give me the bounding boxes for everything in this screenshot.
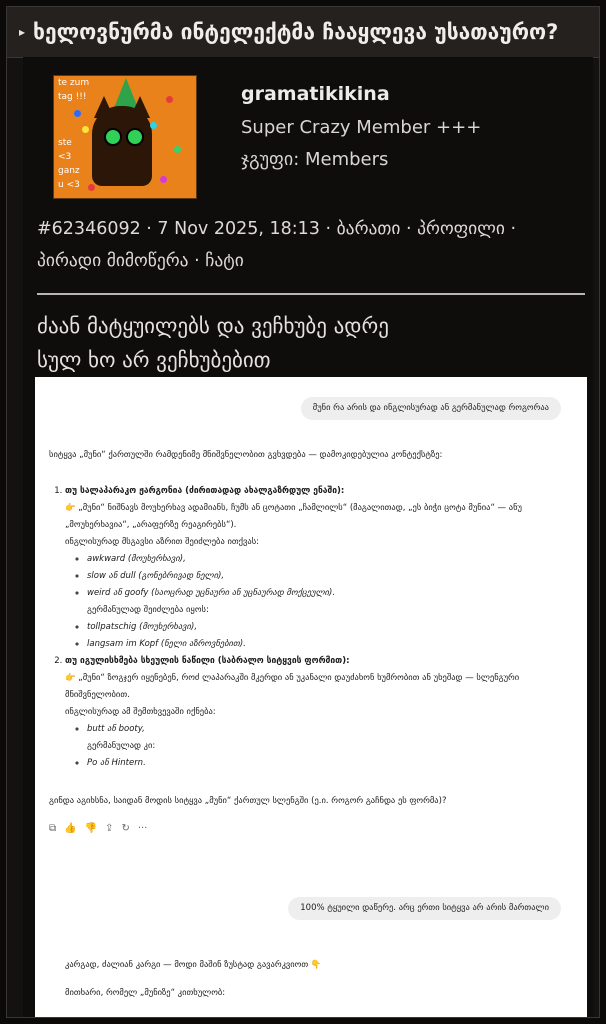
answer-item-text: „მუნი“ ნიშნავს მოუხერხავ ადამიანს, ჩუმს ან ცოტათი „ჩამლილს“ (მაგალითად, „ეს ბიჭი ცოტა მუნია“ — ანუ „მოუხერხავია“, „არაფერზე რეაგირებს“). <box>65 503 522 530</box>
assistant-intro: სიტყვა „მუნი“ ქართულში რამდენიმე მნიშვნელობით გვხვდება — დამოკიდებულია კონტექსტზე: <box>49 450 443 460</box>
post-body-line: ძაან მატყუილებს და ვეჩხუბე ადრე <box>37 314 389 338</box>
answer-item-title: თუ სალაპარაკო ჟარგონია (ძირითადად ახალგაზრდულ ენაში): <box>65 486 345 496</box>
user-message-bubble: მუნი რა არის და ინგლისურად ან გერმანულად როგორაა <box>301 397 561 420</box>
answer-item <box>65 653 569 772</box>
answer-item-text: „მუნი“ ზოგჯერ იყენებენ, როძ ლაპარაკში მკერდი ან უკანალი დაუძახონ ხუმრობით ან უხეშად — სლენგური მნიშვნელობით. <box>65 673 520 700</box>
user-group: ჯგუფი: Members <box>241 149 389 170</box>
pointing-hand-icon: 👉 <box>65 503 76 513</box>
answer-item-title: თუ იგულისხმება სხეულის ნაწილი (საბრალო სიტყვის ფორმით): <box>65 656 350 666</box>
avatar-text: ste <box>58 138 72 148</box>
assistant-reply: მითხარი, რომელ „მუნიზე“ კითხულობ: <box>65 988 226 998</box>
translation-item: ◦ Po ან Hintern. <box>87 755 569 772</box>
translation-item: ◦ awkward (მოუხერხავი), <box>87 551 569 568</box>
embedded-chat-screenshot <box>35 377 587 1017</box>
confetti-dot <box>88 184 95 191</box>
confetti-dot <box>82 126 89 133</box>
copy-icon[interactable]: ⧉ <box>49 823 57 834</box>
thread-header[interactable] <box>7 7 599 58</box>
avatar-text: tag !!! <box>58 92 87 102</box>
post-meta-line[interactable]: პირადი მიმოწერა · ჩატი <box>37 251 244 271</box>
thumbs-up-icon[interactable]: 👍 <box>64 823 77 834</box>
assistant-reply: კარგად, ძალიან კარგი — მოდი მაშინ ზუსტად გავარკვიოთ 👇 <box>65 960 322 970</box>
more-icon[interactable]: ··· <box>137 823 148 834</box>
user-message-bubble: 100% ტყუილი დაწერე. არც ერთი სიტყვა არ არის მართალი <box>288 897 561 920</box>
answer-item-label: ინგლისურად ამ შემთხვევაში იქნება: <box>65 707 216 717</box>
avatar-text: te zum <box>58 78 90 88</box>
post-body-line: სულ ხო არ ვეჩხუბებით <box>37 348 271 372</box>
post-meta-line[interactable]: #62346092 · 7 Nov 2025, 18:13 · ბარათი · პროფილი · <box>37 219 517 239</box>
post <box>23 57 593 1017</box>
username[interactable]: gramatikikina <box>241 83 390 105</box>
post-meta <box>37 213 587 277</box>
expand-arrow-icon[interactable]: ▸ <box>19 25 26 39</box>
answer-item-label: ინგლისურად მსგავსი აზრით შეიძლება ითქვას: <box>65 537 260 547</box>
translation-item: ◦ slow ან dull (გონებრივად ნელი), <box>87 568 569 585</box>
cat-eye-icon <box>126 128 144 146</box>
confetti-dot <box>74 110 81 117</box>
assistant-answer <box>49 483 569 772</box>
thread-title[interactable]: ხელოვნურმა ინტელექტმა ჩააყლევა უსათაურო? <box>33 20 559 44</box>
user-rank: Super Crazy Member +++ <box>241 117 482 138</box>
avatar-text: u <3 <box>58 180 80 190</box>
translation-item: ◦ langsam im Kopf (ნელი აზროვნებით). <box>87 636 569 653</box>
share-icon[interactable]: ⇪ <box>105 823 114 834</box>
translation-item: ◦ tollpatschig (მოუხერხავი), <box>87 619 569 636</box>
translation-item: ◦ weird ან goofy (საოცრად უცნაური ან უცნაურად მოქცეული). <box>87 585 569 602</box>
assistant-question: გინდა აგიხსნა, საიდან მოდის სიტყვა „მუნი“ ქართულ სლენგში (ე.ი. როგორ გაჩნდა ეს ფორმა)? <box>49 796 447 806</box>
translation-item: ◦ butt ან booty, <box>87 721 569 738</box>
confetti-dot <box>160 176 167 183</box>
avatar[interactable] <box>53 75 197 199</box>
avatar-text: ganz <box>58 166 80 176</box>
post-frame <box>6 6 600 1018</box>
answer-item <box>65 483 569 653</box>
regenerate-icon[interactable]: ↻ <box>121 823 130 834</box>
thumbs-down-icon[interactable]: 👎 <box>84 823 98 834</box>
cat-eye-icon <box>104 128 122 146</box>
cat-icon <box>92 106 152 186</box>
confetti-dot <box>166 96 173 103</box>
divider <box>37 293 585 295</box>
confetti-dot <box>174 146 181 153</box>
pointing-hand-icon: 👉 <box>65 673 76 683</box>
answer-item-label: გერმანულად შეიძლება იყოს: <box>87 605 209 615</box>
answer-item-label: გერმანულად კი: <box>87 741 156 751</box>
message-actions <box>49 820 147 837</box>
post-body <box>37 309 587 377</box>
confetti-dot <box>150 122 157 129</box>
avatar-text: <3 <box>58 152 72 162</box>
